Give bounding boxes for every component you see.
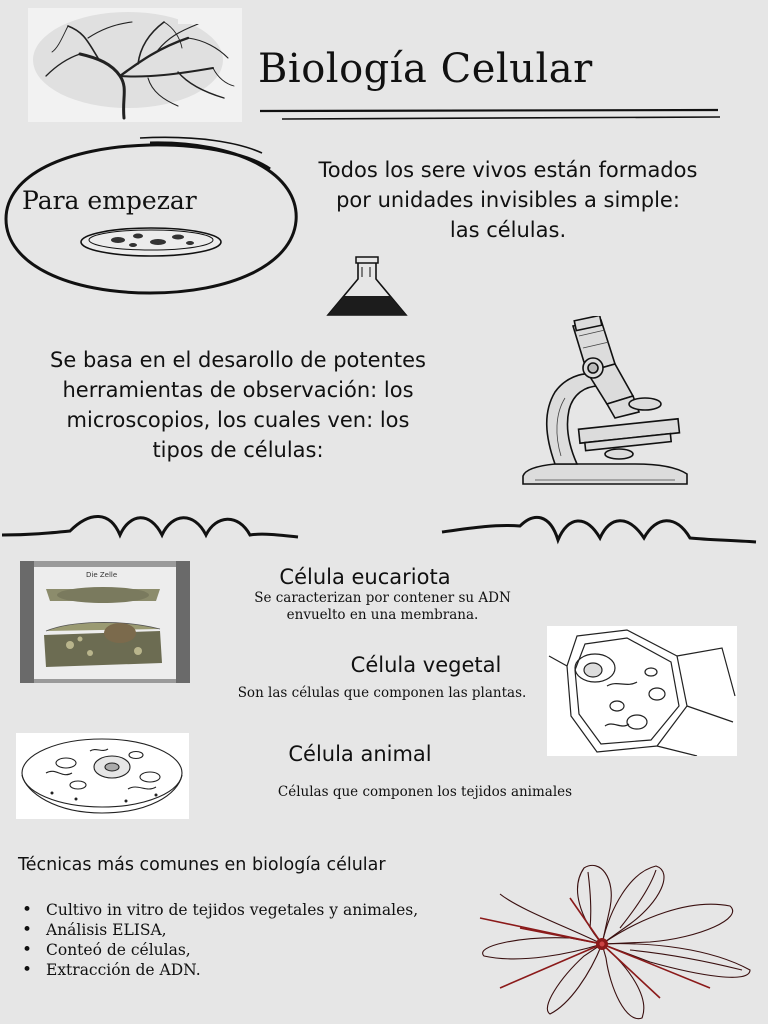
- flask-icon: [322, 255, 412, 321]
- eukaryote-title: Célula eucariota: [279, 565, 451, 589]
- plant-cell-drawing: [547, 626, 737, 756]
- animal-cell-description: Células que componen los tejidos animales: [277, 784, 573, 800]
- wave-divider-right: [440, 510, 760, 550]
- eukaryote-description: Se caracterizan por contener su ADN envuelto en una membrana.: [254, 590, 511, 623]
- basis-text: Se basa en el desarollo de potentes herramientas de observación: los microscopios, los cuales ven: los tipos de células:: [50, 348, 426, 462]
- brain-angiography-image: [28, 8, 242, 122]
- title-underline: [258, 106, 722, 124]
- para-empezar-badge: Para empezar: [22, 186, 197, 215]
- petri-dish-icon: [78, 222, 224, 262]
- microscope-icon: [515, 316, 695, 496]
- techniques-heading: Técnicas más comunes en biología célular: [18, 855, 386, 875]
- flower-illustration: [460, 858, 765, 1024]
- technique-item: • Análisis ELISA,: [18, 920, 468, 940]
- technique-item: • Cultivo in vitro de tejidos vegetales y animales,: [18, 900, 468, 920]
- wave-divider-left: [0, 505, 300, 545]
- hand-drawn-circle: [0, 135, 305, 300]
- technique-item: • Conteó de células,: [18, 940, 468, 960]
- animal-cell-title: Célula animal: [288, 742, 432, 766]
- animal-cell-drawing: [16, 733, 189, 819]
- plant-cell-title: Célula vegetal: [350, 653, 502, 677]
- technique-item: • Extracción de ADN.: [18, 960, 468, 980]
- photo-caption: Die Zelle: [86, 571, 118, 579]
- eukaryote-model-photo: [20, 561, 190, 683]
- plant-cell-description: Son las células que componen las plantas.: [237, 685, 527, 701]
- techniques-list: [18, 900, 468, 980]
- intro-text: Todos los sere vivos están formados por unidades invisibles a simple: las células.: [318, 158, 698, 242]
- page-title: Biología Celular: [258, 46, 593, 92]
